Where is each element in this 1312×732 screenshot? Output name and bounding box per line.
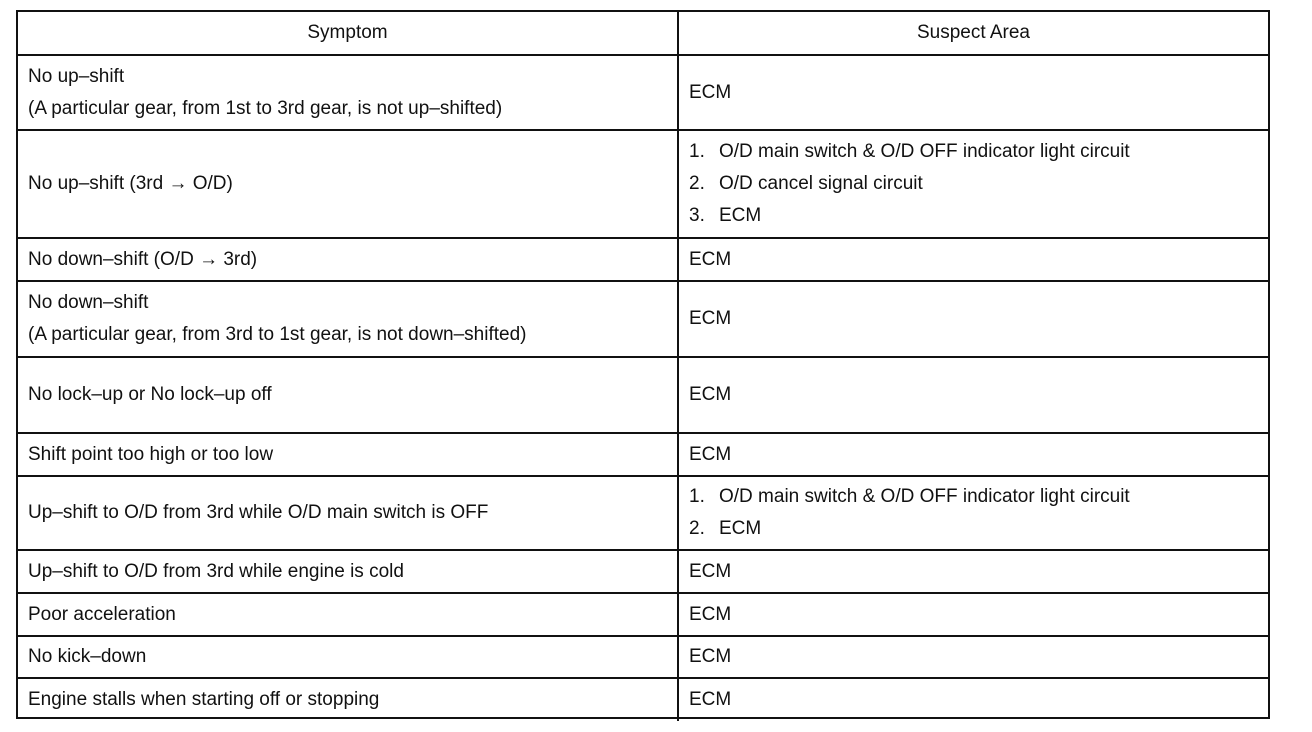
symptom-cell bbox=[18, 476, 678, 550]
table-row bbox=[18, 357, 1268, 433]
header-suspect-area: Suspect Area bbox=[678, 12, 1268, 55]
table-row bbox=[18, 678, 1268, 721]
suspect-area-text: ECM bbox=[719, 205, 762, 226]
table-row bbox=[18, 433, 1268, 476]
suspect-area-text: ECM bbox=[689, 646, 732, 667]
symptom-cell bbox=[18, 433, 678, 476]
symptom-text: (A particular gear, from 1st to 3rd gear, is not up–shifted) bbox=[28, 97, 503, 119]
suspect-area-cell bbox=[678, 433, 1268, 476]
suspect-area-cell bbox=[678, 678, 1268, 721]
header-symptom: Symptom bbox=[18, 12, 678, 55]
suspect-area-text: ECM bbox=[689, 81, 732, 103]
suspect-area-text: O/D cancel signal circuit bbox=[719, 173, 923, 194]
table-row bbox=[18, 238, 1268, 281]
item-number: 1. bbox=[689, 486, 705, 507]
suspect-area-cell bbox=[678, 550, 1268, 593]
item-number: 3. bbox=[689, 205, 705, 226]
suspect-area-cell bbox=[678, 238, 1268, 281]
table-row bbox=[18, 476, 1268, 550]
symptom-cell bbox=[18, 130, 678, 238]
symptom-text: No up–shift (3rd → O/D) bbox=[28, 173, 233, 194]
symptom-text: (A particular gear, from 3rd to 1st gear, is not down–shifted) bbox=[28, 324, 527, 345]
item-number: 2. bbox=[689, 173, 705, 194]
suspect-area-item bbox=[689, 481, 1258, 513]
table-row bbox=[18, 593, 1268, 636]
suspect-area-item bbox=[689, 168, 1258, 200]
suspect-area-text: ECM bbox=[689, 689, 732, 710]
symptom-text: Up–shift to O/D from 3rd while engine is cold bbox=[28, 560, 404, 582]
symptom-text: No kick–down bbox=[28, 646, 147, 667]
suspect-area-cell bbox=[678, 130, 1268, 238]
suspect-area-text: O/D main switch & O/D OFF indicator light circuit bbox=[719, 486, 1130, 507]
symptom-cell bbox=[18, 55, 678, 130]
suspect-area-cell bbox=[678, 357, 1268, 433]
suspect-area-list bbox=[689, 481, 1258, 545]
suspect-area-cell bbox=[678, 636, 1268, 678]
suspect-area-cell bbox=[678, 281, 1268, 357]
suspect-area-text: ECM bbox=[689, 443, 732, 465]
symptom-text: No down–shift (O/D → 3rd) bbox=[28, 248, 258, 270]
suspect-area-text: O/D main switch & O/D OFF indicator light circuit bbox=[719, 141, 1130, 162]
suspect-area-text: ECM bbox=[689, 384, 732, 405]
item-number: 1. bbox=[689, 141, 705, 162]
suspect-area-cell bbox=[678, 476, 1268, 550]
suspect-area-cell bbox=[678, 593, 1268, 636]
symptom-cell bbox=[18, 238, 678, 281]
table-row bbox=[18, 55, 1268, 130]
suspect-area-item bbox=[689, 200, 1258, 232]
symptom-text: No up–shift bbox=[28, 65, 125, 87]
symptom-text: No down–shift bbox=[28, 292, 149, 313]
table-row bbox=[18, 550, 1268, 593]
symptom-cell bbox=[18, 678, 678, 721]
symptom-text: No lock–up or No lock–up off bbox=[28, 384, 272, 405]
suspect-area-text: ECM bbox=[689, 248, 732, 270]
symptom-cell bbox=[18, 281, 678, 357]
symptom-cell bbox=[18, 593, 678, 636]
suspect-area-item bbox=[689, 513, 1258, 545]
table-row bbox=[18, 636, 1268, 678]
symptom-text: Poor acceleration bbox=[28, 603, 176, 625]
suspect-area-text: ECM bbox=[689, 308, 732, 329]
suspect-area-text: ECM bbox=[689, 560, 732, 582]
header-row bbox=[18, 12, 1268, 55]
symptom-text: Engine stalls when starting off or stopping bbox=[28, 689, 380, 710]
suspect-area-list bbox=[689, 136, 1258, 232]
table-row bbox=[18, 281, 1268, 357]
item-number: 2. bbox=[689, 518, 705, 539]
symptom-cell bbox=[18, 636, 678, 678]
table-row bbox=[18, 130, 1268, 238]
troubleshooting-table-frame bbox=[16, 10, 1270, 719]
symptom-cell bbox=[18, 357, 678, 433]
symptom-table bbox=[18, 12, 1268, 721]
symptom-text: Shift point too high or too low bbox=[28, 443, 274, 465]
symptom-cell bbox=[18, 550, 678, 593]
suspect-area-item bbox=[689, 136, 1258, 168]
suspect-area-cell bbox=[678, 55, 1268, 130]
suspect-area-text: ECM bbox=[689, 603, 732, 625]
suspect-area-text: ECM bbox=[719, 518, 762, 539]
symptom-text: Up–shift to O/D from 3rd while O/D main switch is OFF bbox=[28, 502, 489, 523]
table-body bbox=[18, 55, 1268, 721]
